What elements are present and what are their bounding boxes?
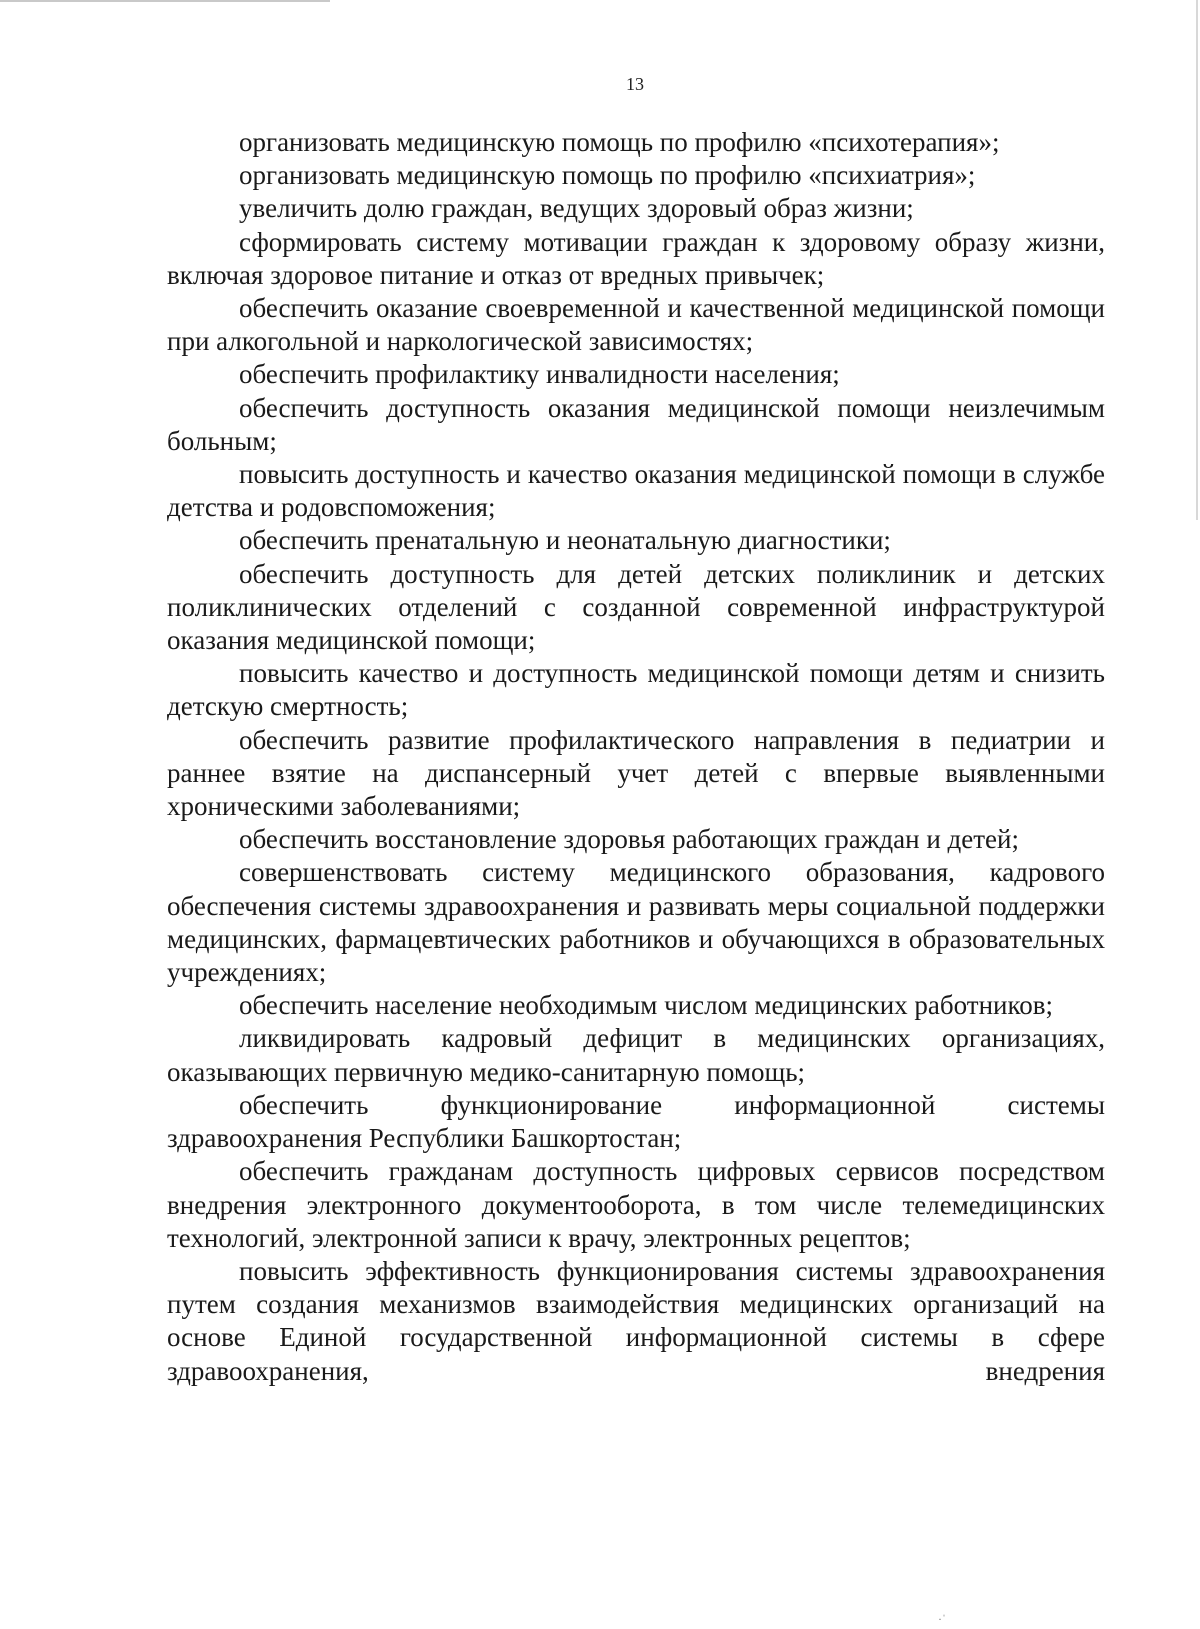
paragraph-palliative-care: обеспечить доступность оказания медицинской помощи неизлечимым больным;	[167, 392, 1105, 456]
paragraph-staff-deficit: ликвидировать кадровый дефицит в медицинских организациях, оказывающих первичную медико-санитарную помощь;	[167, 1023, 1105, 1087]
paragraph-psychotherapy: организовать медицинскую помощь по профилю «психотерапия»;	[239, 127, 1000, 157]
page-number: 13	[626, 74, 644, 94]
paragraph-children-clinics: обеспечить доступность для детей детских поликлиник и детских поликлинических отделений с созданной современной инфраструктурой оказания медицинской помощи;	[167, 558, 1105, 656]
paragraph-healthy-lifestyle: увеличить долю граждан, ведущих здоровый образ жизни;	[239, 193, 914, 224]
paragraph-efficiency: повысить эффективность функционирования системы здравоохранения путем создания механизмов взаимодействия медицинских организаций на основе Единой государственной информационной системы в сфере здравоохранения, внедрения	[167, 1255, 1105, 1386]
scan-speck: ·ˈ	[938, 1612, 946, 1626]
paragraph-prenatal-diagnostics: обеспечить пренатальную и неонатальную диагностики;	[239, 525, 891, 556]
paragraph-staff-supply: обеспечить население необходимым числом медицинских работников;	[239, 990, 1053, 1021]
paragraph-digital-services: обеспечить гражданам доступность цифровых сервисов посредством внедрения электронного документооборота, в том числе телемедицинских технологий, электронной записи к врачу, электронных рецептов;	[167, 1156, 1105, 1253]
paragraph-psychiatry: организовать медицинскую помощь по профилю «психиатрия»;	[239, 160, 976, 191]
paragraph-pediatric-prevention: обеспечить развитие профилактического направления в педиатрии и раннее взятие на диспансерный учет детей с впервые выявленными хроническими заболеваниями;	[167, 724, 1105, 822]
scan-edge-top	[0, 0, 330, 2]
paragraph-medical-education: совершенствовать систему медицинского образования, кадрового обеспечения системы здравоохранения и развивать меры социальной поддержки медицинских, фармацевтических работников и обучающихся в образовательных учреждениях;	[167, 857, 1105, 988]
paragraph-childhood-service: повысить доступность и качество оказания медицинской помощи в службе детства и родовспоможения;	[167, 459, 1105, 523]
paragraph-disability-prevention: обеспечить профилактику инвалидности населения;	[239, 359, 840, 390]
paragraph-addiction-care: обеспечить оказание своевременной и качественной медицинской помощи при алкогольной и наркологической зависимостях;	[167, 293, 1105, 357]
paragraph-health-restoration: обеспечить восстановление здоровья работающих граждан и детей;	[239, 824, 1019, 855]
paragraph-information-system: обеспечить функционирование информационной системы здравоохранения Республики Башкортостан;	[167, 1089, 1105, 1154]
paragraph-motivation-system: сформировать систему мотивации граждан к здоровому образу жизни, включая здоровое питание и отказ от вредных привычек;	[167, 226, 1105, 290]
document-body	[167, 126, 1105, 1388]
paragraph-child-mortality: повысить качество и доступность медицинской помощи детям и снизить детскую смертность;	[167, 658, 1105, 722]
